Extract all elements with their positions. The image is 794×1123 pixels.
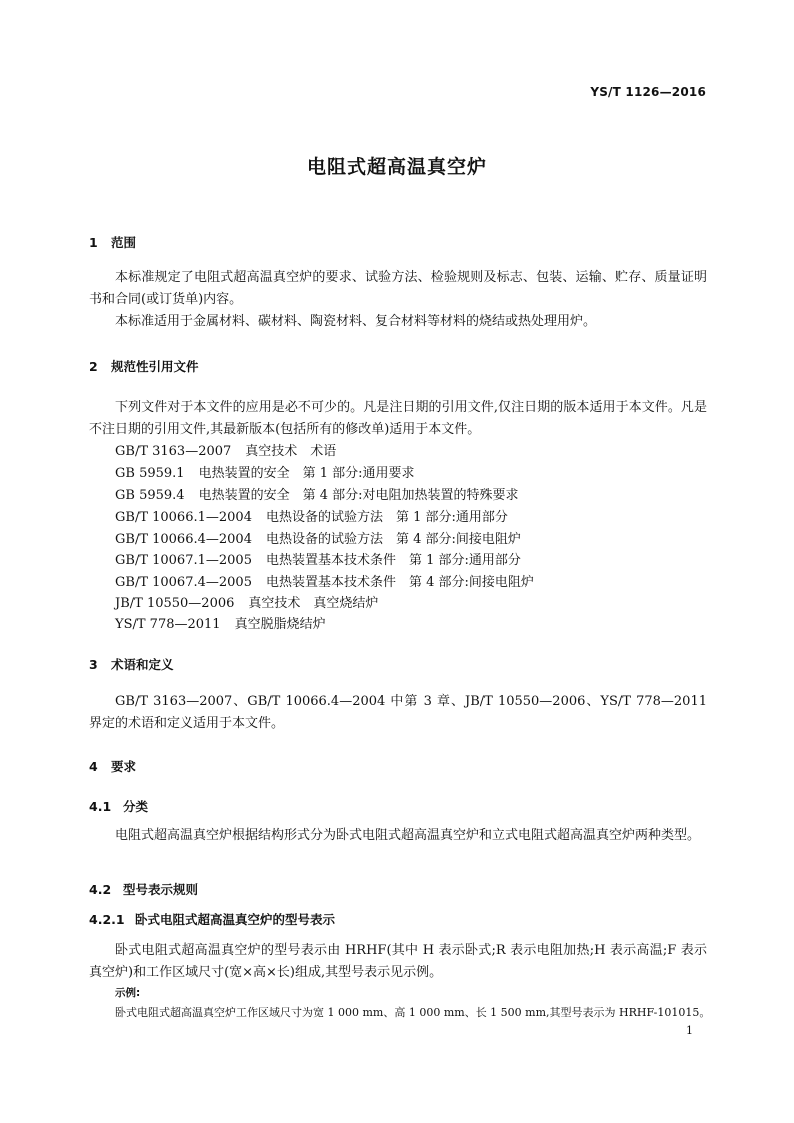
section-title: 卧式电阻式超高温真空炉的型号表示 [135, 912, 336, 927]
scope-paragraph-2: 本标准适用于金属材料、碳材料、陶瓷材料、复合材料等材料的烧结或热处理用炉。 [115, 314, 597, 329]
reference-title: 电热设备的试验方法 第 4 部分:间接电阻炉 [265, 532, 521, 547]
reference-item [115, 462, 414, 481]
reference-item [115, 549, 521, 568]
reference-item [115, 592, 378, 611]
document-title: 电阻式超高温真空炉 [306, 156, 487, 178]
section-title: 分类 [123, 799, 149, 814]
section-4-2-heading [89, 880, 198, 898]
section-number: 4 [89, 759, 98, 774]
reference-title: 电热装置的安全 第 1 部分:通用要求 [198, 466, 415, 481]
reference-title: 真空技术 真空烧结炉 [248, 596, 379, 611]
section-number: 4.2.1 [89, 912, 125, 927]
reference-item [115, 571, 534, 590]
section-2-heading [89, 357, 199, 375]
section-title: 范围 [111, 235, 137, 250]
reference-title: 真空脱脂烧结炉 [234, 617, 326, 632]
model-designation-paragraph: 卧式电阻式超高温真空炉的型号表示由 HRHF(其中 H 表示卧式;R 表示电阻加热;H 表示高温;F 表示真空炉)和工作区域尺寸(宽×高×长)组成,其型号表示见示例。 [89, 943, 707, 980]
section-title: 型号表示规则 [123, 882, 199, 897]
section-4-1-heading [89, 797, 148, 815]
reference-code: GB 5959.4 [115, 488, 185, 503]
section-3-heading [89, 655, 174, 673]
section-title: 术语和定义 [111, 657, 174, 672]
terms-paragraph: GB/T 3163—2007、GB/T 10066.4—2004 中第 3 章、JB/T 10550—2006、YS/T 778—2011 界定的术语和定义适用于本文件。 [89, 694, 707, 731]
reference-item [115, 506, 508, 525]
scope-paragraph-1: 本标准规定了电阻式超高温真空炉的要求、试验方法、检验规则及标志、包装、运输、贮存、质量证明书和合同(或订货单)内容。 [89, 270, 707, 307]
section-number: 3 [89, 657, 98, 672]
reference-item [115, 484, 518, 503]
reference-item [115, 613, 326, 632]
section-title: 要求 [111, 759, 137, 774]
reference-code: GB/T 10066.1—2004 [115, 510, 252, 525]
section-number: 4.2 [89, 882, 112, 897]
reference-code: GB/T 10067.4—2005 [115, 575, 252, 590]
section-title: 规范性引用文件 [111, 359, 199, 374]
reference-item [115, 440, 336, 459]
section-number: 1 [89, 235, 98, 250]
reference-title: 电热装置基本技术条件 第 4 部分:间接电阻炉 [265, 575, 534, 590]
reference-code: GB 5959.1 [115, 466, 185, 481]
reference-title: 电热装置的安全 第 4 部分:对电阻加热装置的特殊要求 [198, 488, 519, 503]
reference-code: GB/T 10067.1—2005 [115, 553, 252, 568]
section-number: 4.1 [89, 799, 112, 814]
section-4-2-1-heading [89, 910, 335, 928]
reference-item [115, 528, 521, 547]
example-label: 示例: [115, 987, 141, 999]
section-1-heading [89, 233, 136, 251]
reference-code: GB/T 10066.4—2004 [115, 532, 252, 547]
references-intro: 下列文件对于本文件的应用是必不可少的。凡是注日期的引用文件,仅注日期的版本适用于本文件。凡是不注日期的引用文件,其最新版本(包括所有的修改单)适用于本文件。 [89, 400, 707, 437]
classification-paragraph: 电阻式超高温真空炉根据结构形式分为卧式电阻式超高温真空炉和立式电阻式超高温真空炉两种类型。 [115, 828, 701, 843]
standard-code: YS/T 1126—2016 [590, 85, 706, 99]
reference-title: 电热装置基本技术条件 第 1 部分:通用部分 [265, 553, 521, 568]
page-number: 1 [686, 1024, 693, 1037]
reference-code: YS/T 778—2011 [115, 617, 221, 632]
reference-code: GB/T 3163—2007 [115, 444, 232, 459]
section-4-heading [89, 757, 136, 775]
reference-title: 真空技术 术语 [245, 444, 337, 459]
reference-title: 电热设备的试验方法 第 1 部分:通用部分 [265, 510, 508, 525]
section-number: 2 [89, 359, 98, 374]
example-text: 卧式电阻式超高温真空炉工作区域尺寸为宽 1 000 mm、高 1 000 mm、长 1 500 mm,其型号表示为 HRHF-101015。 [115, 1006, 711, 1019]
reference-code: JB/T 10550—2006 [115, 596, 235, 611]
